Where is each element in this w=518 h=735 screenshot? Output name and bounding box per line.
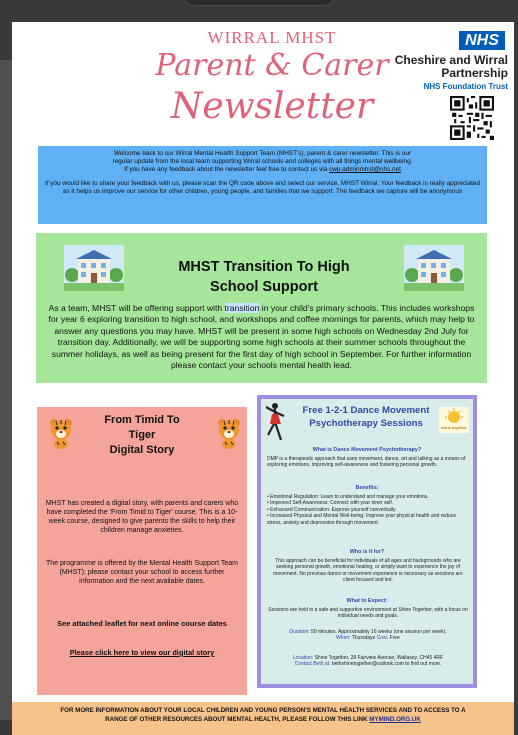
script-title-line1: Parent & Carer	[155, 48, 389, 83]
when-label: When:	[336, 635, 351, 642]
dance-heading-what: What is Dance Movement Psychotherapy?	[312, 447, 422, 453]
location-value: Shine Together, 28 Fairview Avenue, Wallasey, CH45 4RF	[313, 655, 444, 661]
benefit-item: • Increased Physical and Mental Well-being: Improve your physical health and reduce stress, anxiety and depression through movement.	[267, 513, 469, 526]
benefits-list	[267, 494, 469, 526]
contact-value: bethshinetogether@outlook.com to find out more.	[330, 661, 442, 668]
dance-title-line2: Psychotherapy Sessions	[309, 418, 423, 429]
mymind-link[interactable]: MYMIND.ORG.UK	[369, 716, 421, 723]
benefit-item: • Emotional Regulation: Learn to understand and manage your emotions.	[267, 494, 469, 500]
nhs-logo: NHS	[459, 31, 505, 50]
nhs-org-line1: Cheshire and Wirral	[394, 53, 508, 67]
transition-body-end: in your child's primary schools. This includes workshops for year 6 exploring transition to high school, and workshops and coffee mornings for parents, which may help to answer any questions you may have. MHST will be present in some high schools on Wednesday 2nd July for transition day. Additionally, we will be supporting some high schools at their summer schools throughout the summer holidays, as well as being present for the first day of high school in September. For further information please contact your schools mental health lead.	[48, 303, 475, 371]
cost-value: Free	[388, 635, 400, 642]
org-title: WIRRAL MHST	[207, 28, 337, 47]
transition-body	[44, 303, 479, 371]
dance-who-body: This approach can be beneficial for individuals of all ages and backgrounds who are seeking personal growth, emotional healing, or simply want to experience the joy of movement. No previous dance or movement experience is necessary as sessions are client focused and led.	[273, 558, 463, 584]
nhs-org-name	[384, 54, 508, 80]
digital-story-link[interactable]: Please click here to view our digital story	[69, 648, 215, 657]
nhs-trust-name: NHS Foundation Trust	[423, 82, 508, 91]
contact-label: Contact Beth at:	[294, 661, 331, 668]
shine-logo-text: shine together	[441, 425, 467, 430]
timid-to-tiger-section	[37, 407, 247, 695]
feedback-paragraph: If you would like to share your feedback with us, please scan the QR code above and select our service, MHST Wirral. Your feedback is really appreciated as it helps us improve our service for other children, young people, and families that we support. The feedback we capture will be anonymous	[44, 180, 481, 195]
welcome-line3: If you have any feedback about the newsletter feel free to contact us via	[124, 166, 330, 173]
footer-banner	[12, 702, 514, 735]
dance-therapy-panel	[261, 399, 473, 684]
timid-title-line3: Digital Story	[109, 444, 175, 456]
timid-title-line2: Tiger	[128, 429, 156, 441]
dance-title-line1: Free 1-2-1 Dance Movement	[302, 405, 430, 416]
benefit-item: • Enhanced Communication: Express yourself nonverbally.	[267, 507, 469, 513]
shine-together-logo	[439, 407, 469, 433]
leaflet-note: See attached leaflet for next online course dates	[57, 619, 227, 628]
feedback-qr-code[interactable]	[450, 96, 494, 140]
location-label: Location:	[292, 655, 314, 661]
school-building-icon	[404, 245, 464, 291]
dance-heading-expect: What to Expect:	[346, 598, 388, 604]
contact-email-link[interactable]: cwp.adminmhst@nhs.net	[329, 166, 401, 173]
transition-section	[36, 233, 487, 383]
transition-title-line2: School Support	[210, 279, 318, 295]
welcome-line1: Welcome back to our Wirral Mental Health Support Team (MHST's), parent & carer newsletter. This is our	[113, 150, 412, 157]
dance-heading-benefits: Benefits:	[355, 485, 379, 491]
cost-label: Cost:	[376, 635, 389, 642]
dancer-icon	[264, 402, 286, 442]
transition-title	[146, 257, 382, 297]
window-top-handle	[184, 0, 334, 6]
welcome-box	[38, 146, 487, 224]
footer-line2	[22, 715, 504, 724]
dance-expect-body: Sessions are held in a safe and supportive environment at Shine Together, with a focus on individual needs and goals.	[268, 607, 468, 620]
school-building-icon	[64, 245, 124, 291]
transition-body-start: As a team, MHST will be offering support with	[48, 303, 225, 313]
transition-title-line1: MHST Transition To High	[178, 259, 350, 275]
viewer-side-strip	[0, 60, 12, 720]
duration-value: 50 minutes. Approximately 16 weeks (one session per week).	[309, 629, 447, 635]
dance-heading-who: Who is it for?	[349, 549, 385, 555]
footer-line2-text: RANGE OF OTHER RESOURCES ABOUT MENTAL HEALTH, PLEASE FOLLOW THIS LINK	[105, 716, 370, 723]
benefit-item: • Improved Self-Awareness: Connect with your inner self.	[267, 500, 469, 506]
nhs-org-line2: Partnership	[441, 66, 508, 80]
welcome-line2: regular update from the local team supporting Wirral schools and colleges with all things mental wellbeing.	[112, 158, 413, 165]
highlighted-word: transition	[224, 303, 260, 313]
timid-title	[89, 413, 195, 458]
duration-label: Duration:	[289, 629, 310, 635]
script-title-line2: Newsletter	[170, 86, 374, 127]
newsletter-page	[12, 22, 514, 735]
dance-title	[291, 404, 441, 430]
dance-therapy-section	[257, 395, 477, 688]
when-value: Thursdays	[350, 635, 377, 642]
timid-paragraph-1: MHST has created a digital story, with parents and carers who have completed the 'From Timid to Tiger' course. This is a 10-week course, designed to give parents the skills to help their children manage anxieties.	[45, 500, 239, 534]
tiger-cub-icon	[215, 417, 243, 449]
timid-title-line1: From Timid To	[104, 414, 180, 426]
tiger-cub-icon	[47, 417, 75, 449]
dance-location	[267, 655, 469, 668]
welcome-paragraph	[44, 150, 481, 174]
dance-what-body: DMP is a therapeutic approach that uses movement, dance, art and talking as a means of exploring emotions, improving self-awareness and fostering personal growth.	[267, 456, 466, 469]
timid-paragraph-2: The programme is offered by the Mental Health Support Team (MHST); please contact your school to access further information and the next available dates.	[46, 560, 238, 585]
footer-line1: FOR MORE INFORMATION ABOUT YOUR LOCAL CHILDREN AND YOUNG PERSON'S MENTAL HEALTH SERVICES AND TO ACCESS TO A	[60, 707, 466, 714]
dance-duration	[267, 629, 469, 642]
